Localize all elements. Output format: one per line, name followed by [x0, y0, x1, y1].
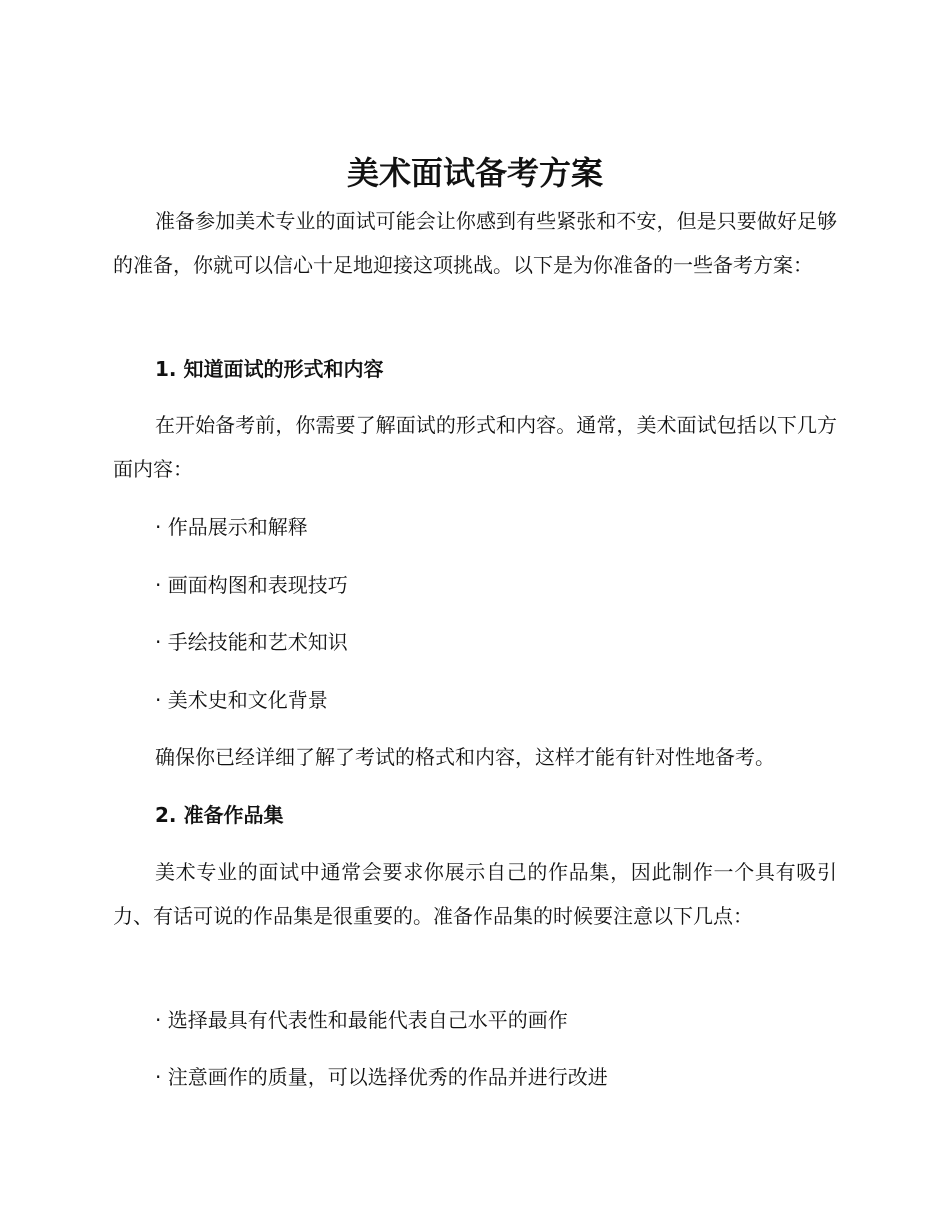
section1-bullet-2: · 画面构图和表现技巧 — [155, 573, 348, 597]
section1-conclusion: 确保你已经详细了解了考试的格式和内容，这样才能有针对性地备考。 — [155, 745, 775, 769]
section2-bullet-2: · 注意画作的质量，可以选择优秀的作品并进行改进 — [155, 1065, 608, 1089]
section1-paragraph: 在开始备考前，你需要了解面试的形式和内容。通常，美术面试包括以下几方面内容： — [113, 413, 837, 481]
section1-bullet-4: · 美术史和文化背景 — [155, 688, 328, 712]
section1-bullet-3: · 手绘技能和艺术知识 — [155, 630, 348, 654]
section2-paragraph: 美术专业的面试中通常会要求你展示自己的作品集，因此制作一个具有吸引力、有话可说的作品集是很重要的。准备作品集的时候要注意以下几点： — [113, 860, 837, 928]
section2-bullet-1: · 选择最具有代表性和最能代表自己水平的画作 — [155, 1008, 568, 1032]
document-title: 美术面试备考方案 — [346, 154, 603, 192]
section1-bullet-1: · 作品展示和解释 — [155, 515, 308, 539]
intro-paragraph: 准备参加美术专业的面试可能会让你感到有些紧张和不安，但是只要做好足够的准备，你就可以信心十足地迎接这项挑战。以下是为你准备的一些备考方案： — [113, 209, 837, 277]
section2-heading: 2. 准备作品集 — [155, 803, 284, 827]
section1-heading: 1. 知道面试的形式和内容 — [155, 357, 384, 381]
